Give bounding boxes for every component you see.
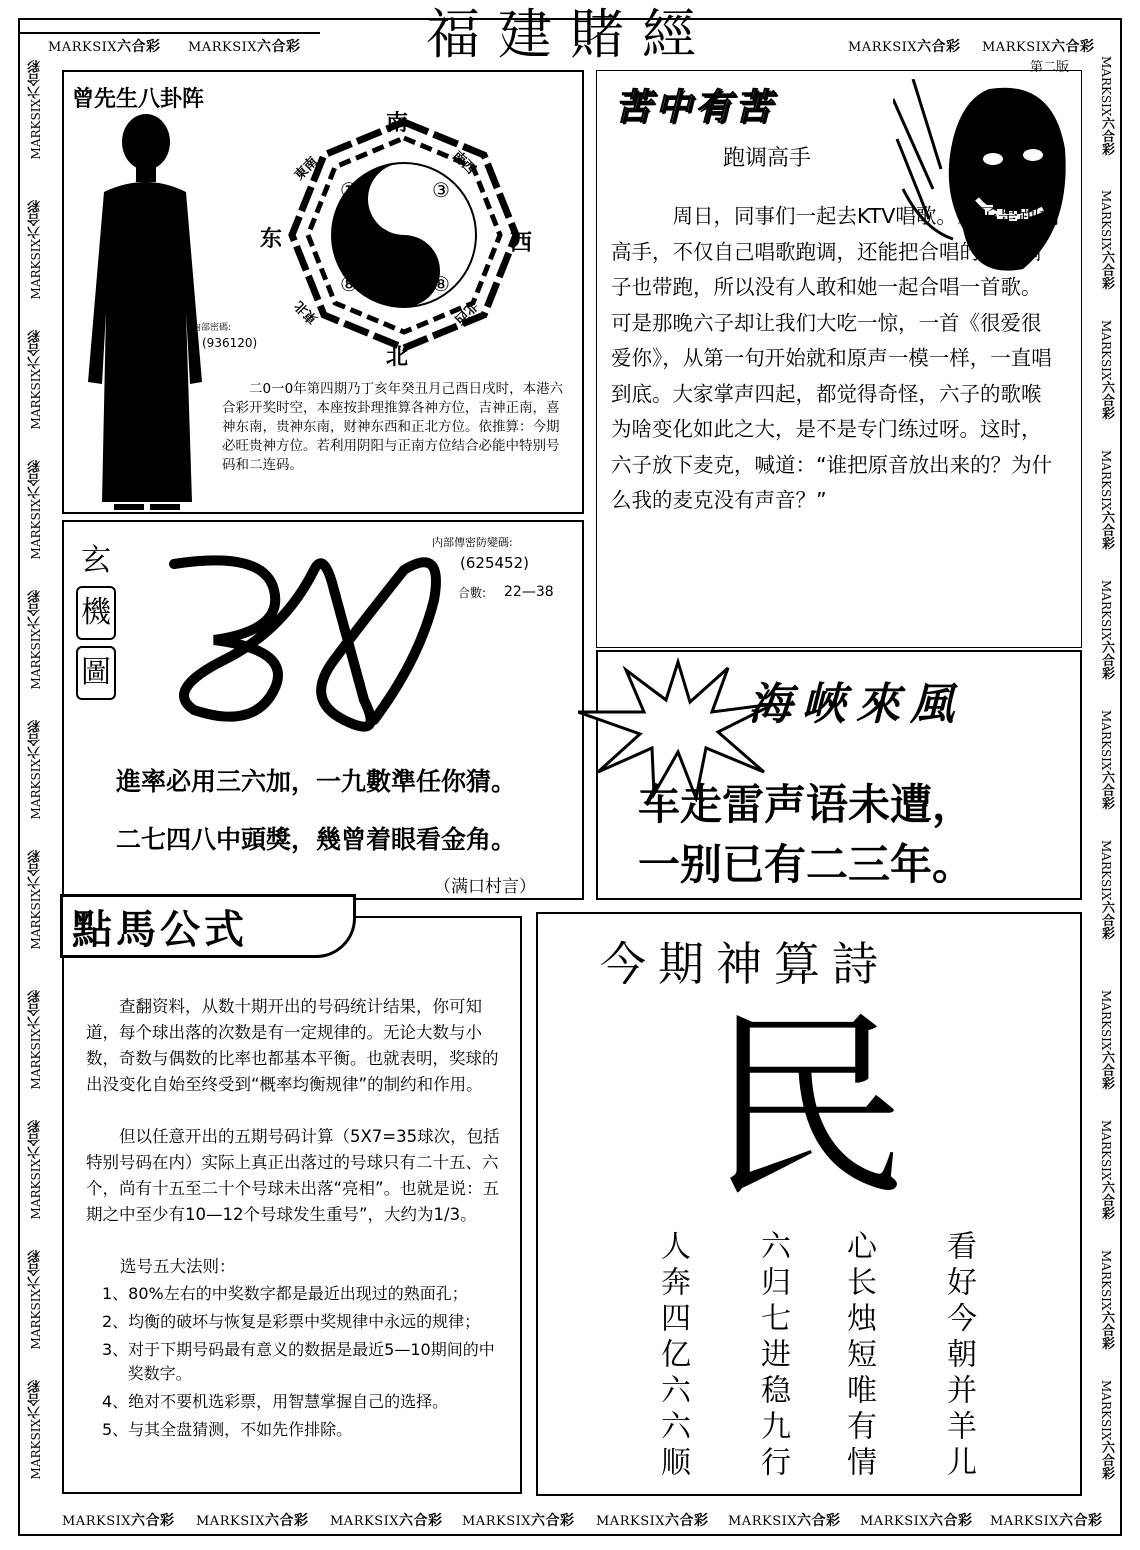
bagua-number: ⑦ <box>390 190 408 214</box>
xuanji-section <box>62 520 584 900</box>
rule-item: 5、与其全盘猜测，不如先作排除。 <box>102 1420 353 1439</box>
watermark: MARKSIX六合彩 <box>1099 56 1114 156</box>
watermark: MARKSIX六合彩 <box>28 1120 43 1220</box>
rule-item: 4、绝对不要机选彩票，用智慧掌握自己的选择。 <box>102 1392 449 1411</box>
watermark: MARKSIX六合彩 <box>990 1513 1103 1529</box>
xuanji-label: 玄 機 圖 <box>76 536 116 700</box>
watermark: MARKSIX六合彩 <box>596 1513 709 1529</box>
dianma-section <box>62 907 522 1494</box>
bagua-diagram <box>254 100 554 380</box>
edition-label: 第二版 <box>1030 60 1070 75</box>
haixia-heading: 海峽來風 <box>748 679 964 730</box>
watermark: MARKSIX六合彩 <box>28 1380 43 1480</box>
dir-southwest: 南西 <box>449 148 479 178</box>
dir-southeast: 東南 <box>291 154 321 184</box>
bagua-number: ⑧ <box>432 272 450 296</box>
bagua-text: 二0一0年第四期乃丁亥年癸丑月己酉日戌时，本港六合彩开奖时空，本座按卦理推算各神方位，吉神正南，喜神东南，贵神东南，财神东西和正北方位。依推算：今期必旺贵神方位。若利用阴阳与正南方位结合必能中特别号码和二连码。 <box>222 381 564 473</box>
watermark: MARKSIX六合彩 <box>28 1250 43 1350</box>
xuanji-line-1: 進率必用三六加，一九數準任你猜。 <box>116 767 517 796</box>
watermark: MARKSIX六合彩 <box>28 850 43 950</box>
xuanji-source: （满口村言） <box>434 877 536 897</box>
watermark: MARKSIX六合彩 <box>1099 580 1114 680</box>
watermark: MARKSIX六合彩 <box>28 990 43 1090</box>
watermark: MARKSIX六合彩 <box>1099 710 1114 810</box>
rule-item: 2、均衡的破坏与恢复是彩票中奖规律中永远的规律； <box>102 1312 481 1331</box>
watermark: MARKSIX六合彩 <box>1099 190 1114 290</box>
dianma-rules-list <box>102 1282 502 1442</box>
title-rule-right <box>820 18 1120 20</box>
watermark: MARKSIX六合彩 <box>982 39 1095 55</box>
watermark: MARKSIX六合彩 <box>28 60 43 160</box>
watermark: MARKSIX六合彩 <box>860 1513 973 1529</box>
poem-heading: 今期神算詩 <box>600 937 890 991</box>
bagua-number: ③ <box>432 178 450 202</box>
dir-west: 西 <box>510 231 533 256</box>
watermark: MARKSIX六合彩 <box>1099 320 1114 420</box>
joke-text: 周日，同事们一起去KTV唱歌。六子是跑调高手，不仅自己唱歌跑调，还能把合唱的人的调子也带跑，所以没有人敢和她一起合唱一首歌。可是那晚六子却让我们大吃一惊，一首《很爱很爱你》，从第一句开始就和原声一模一样，一直唱到底。大家掌声四起，都觉得奇怪，六子的歌喉为啥变化如此之大，是不是专门练过呀。这时，六子放下麦克，喊道：“谁把原音放出来的？为什么我的麦克没有声音？” <box>611 204 1060 512</box>
dianma-paragraph-2: 但以任意开出的五期号码计算（5X7=35球次，包括特别号码在内）实际上真正出落过的号球只有二十五、六个，尚有十五至二十个号球未出落“亮相”。也就是说：五期之中至少有10—12个号球发生重号”，大约为1/3。 <box>86 1127 500 1224</box>
haixia-section <box>596 650 1082 900</box>
dir-east: 东 <box>260 227 283 252</box>
poem-column: 看好今朝并羊儿 <box>941 1230 976 1482</box>
watermark: MARKSIX六合彩 <box>462 1513 575 1529</box>
bagua-section <box>62 70 584 514</box>
watermark: MARKSIX六合彩 <box>62 1513 175 1529</box>
haixia-line-1: 车走雷声语未遭， <box>638 780 975 829</box>
joke-subtitle: 跑调高手 <box>723 146 812 171</box>
joke-heading: 苦中有苦 <box>615 87 776 128</box>
watermark: MARKSIX六合彩 <box>28 590 43 690</box>
xuanji-scribble <box>164 550 487 740</box>
dir-south: 南 <box>386 111 409 136</box>
watermark: MARKSIX六合彩 <box>1099 990 1114 1090</box>
joke-section <box>596 70 1082 648</box>
dianma-rules-title: 选号五大法则： <box>120 1257 236 1276</box>
watermark: MARKSIX六合彩 <box>28 330 43 430</box>
dianma-heading: 點馬公式 <box>72 907 248 953</box>
watermark: MARKSIX六合彩 <box>196 1513 309 1529</box>
watermark: MARKSIX六合彩 <box>48 39 161 55</box>
watermark: MARKSIX六合彩 <box>188 39 301 55</box>
xuanji-code: (625452) <box>460 554 529 572</box>
watermark: MARKSIX六合彩 <box>1099 1120 1114 1220</box>
poem-column: 六归七进稳九行 <box>755 1230 790 1482</box>
man-figure-icon <box>74 112 214 512</box>
rule-item: 3、对于下期号码最有意义的数据是最近5—10期间的中奖数字。 <box>102 1340 495 1383</box>
title-rule-left <box>20 32 320 34</box>
xuanji-sum-label: 合數: <box>458 586 487 600</box>
dianma-paragraph-1: 查翻资料，从数十期开出的号码统计结果，你可知道，每个球出落的次数是有一定规律的。无论大数与小数，奇数与偶数的比率也都基本平衡。也就表明，奖球的出没变化自始至终受到“概率均衡规律”的制约和作用。 <box>86 997 499 1094</box>
haixia-line-2: 一别已有二三年。 <box>638 840 975 889</box>
dir-northeast: 東北 <box>291 297 321 327</box>
watermark: MARKSIX六合彩 <box>728 1513 841 1529</box>
watermark: MARKSIX六合彩 <box>848 39 961 55</box>
watermark: MARKSIX六合彩 <box>1099 450 1114 550</box>
bagua-code: (936120) <box>202 336 258 350</box>
poem-character: 民 <box>708 992 909 1225</box>
poem-column: 心长烛短唯有情 <box>841 1230 876 1482</box>
bagua-number: ① <box>340 178 358 202</box>
bagua-code-label: 内部密碼: <box>192 323 232 333</box>
xuanji-line-2: 二七四八中頭獎，幾曾着眼看金角。 <box>116 825 517 854</box>
dir-north: 北 <box>386 345 409 370</box>
watermark: MARKSIX六合彩 <box>1099 840 1114 940</box>
page-title: 福建賭經 <box>426 3 714 66</box>
watermark: MARKSIX六合彩 <box>28 720 43 820</box>
watermark: MARKSIX六合彩 <box>1099 1380 1114 1480</box>
bagua-heading: 曾先生八卦阵 <box>72 87 205 112</box>
xuanji-code-label: 内部傳密防變碼: <box>432 536 513 549</box>
xuanji-sum: 22—38 <box>504 584 554 600</box>
watermark: MARKSIX六合彩 <box>1099 1250 1114 1350</box>
poem-column: 人奔四亿六六顺 <box>655 1230 690 1482</box>
dir-northwest: 北西 <box>451 297 481 327</box>
watermark: MARKSIX六合彩 <box>28 200 43 300</box>
watermark: MARKSIX六合彩 <box>28 460 43 560</box>
rule-item: 1、80%左右的中奖数字都是最近出现过的熟面孔； <box>102 1284 468 1303</box>
bagua-number: ② <box>382 258 400 282</box>
poem-section <box>536 912 1082 1496</box>
bagua-number: ⑧ <box>340 272 358 296</box>
watermark: MARKSIX六合彩 <box>330 1513 443 1529</box>
